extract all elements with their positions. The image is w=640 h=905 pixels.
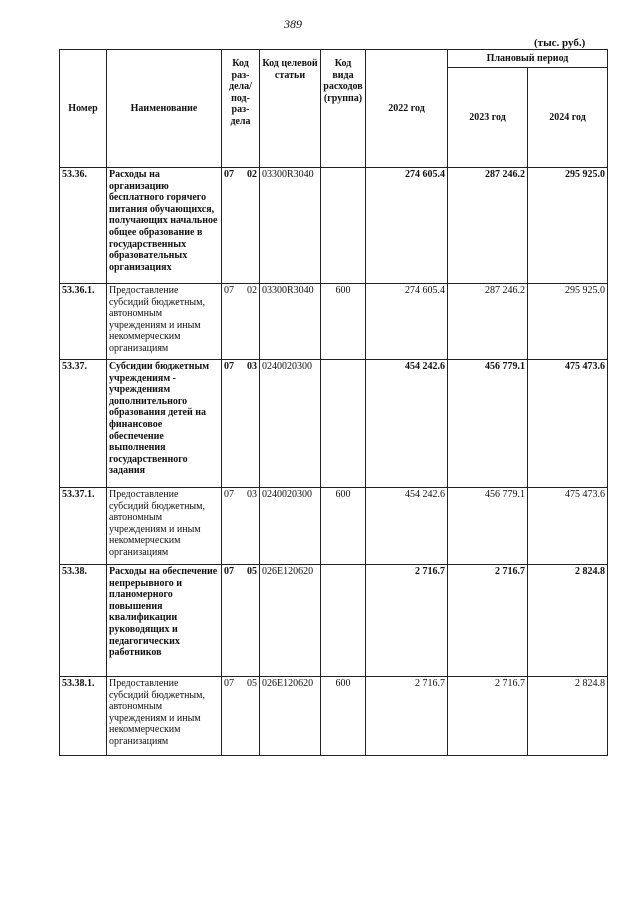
header-year-2024: 2024 год <box>528 68 608 168</box>
row-section-code <box>222 168 260 284</box>
row-number: 53.36. <box>60 168 107 284</box>
row-amount-2023: 2 716.7 <box>448 565 528 677</box>
row-number: 53.38. <box>60 565 107 677</box>
row-target-code: 026E120620 <box>260 565 321 677</box>
row-target-code: 0240020300 <box>260 360 321 488</box>
row-subsection: 02 <box>247 169 257 180</box>
header-target-code: Код целевой статьи <box>260 50 321 168</box>
table-row <box>60 360 608 488</box>
row-subsection: 03 <box>247 361 257 372</box>
row-expense-type <box>321 565 366 677</box>
row-section-code <box>222 565 260 677</box>
row-target-code: 026E120620 <box>260 677 321 756</box>
row-number: 53.38.1. <box>60 677 107 756</box>
row-amount-2024: 2 824.8 <box>528 565 608 677</box>
row-amount-2024: 295 925.0 <box>528 284 608 360</box>
table-row <box>60 284 608 360</box>
header-year-2023: 2023 год <box>448 68 528 168</box>
row-expense-type: 600 <box>321 284 366 360</box>
row-section: 07 <box>224 285 234 296</box>
row-amount-2022: 2 716.7 <box>366 677 448 756</box>
row-amount-2023: 2 716.7 <box>448 677 528 756</box>
header-expense-type-code: Код вида расходов (группа) <box>321 50 366 168</box>
row-expense-type <box>321 360 366 488</box>
row-section: 07 <box>224 489 234 500</box>
row-subsection: 02 <box>247 285 257 296</box>
units-label: (тыс. руб.) <box>534 37 586 49</box>
row-name: Предоставление субсидий бюджетным, автономным учреждениям и иным некоммерческим организациям <box>107 488 222 565</box>
row-amount-2024: 475 473.6 <box>528 360 608 488</box>
table-row <box>60 488 608 565</box>
header-year-2022: 2022 год <box>366 50 448 168</box>
row-section-code <box>222 360 260 488</box>
table-row <box>60 565 608 677</box>
row-subsection: 05 <box>247 678 257 689</box>
header-section-code: Код раз-дела/ под-раз-дела <box>222 50 260 168</box>
row-amount-2024: 2 824.8 <box>528 677 608 756</box>
row-target-code: 03300R3040 <box>260 168 321 284</box>
budget-table <box>59 49 608 756</box>
table-row <box>60 168 608 284</box>
row-number: 53.37. <box>60 360 107 488</box>
row-expense-type: 600 <box>321 488 366 565</box>
row-section: 07 <box>224 169 234 180</box>
row-amount-2022: 274 605.4 <box>366 284 448 360</box>
row-section: 07 <box>224 678 234 689</box>
row-section-code <box>222 284 260 360</box>
row-name: Расходы на организацию бесплатного горячего питания обучающихся, получающих начальное общее образование в государственных образовательных организациях <box>107 168 222 284</box>
table-row <box>60 677 608 756</box>
row-section-code <box>222 677 260 756</box>
row-amount-2022: 454 242.6 <box>366 360 448 488</box>
row-amount-2023: 287 246.2 <box>448 168 528 284</box>
page-number: 389 <box>284 17 302 31</box>
row-subsection: 05 <box>247 566 257 577</box>
row-amount-2022: 274 605.4 <box>366 168 448 284</box>
row-expense-type <box>321 168 366 284</box>
row-amount-2023: 287 246.2 <box>448 284 528 360</box>
row-target-code: 03300R3040 <box>260 284 321 360</box>
row-number: 53.37.1. <box>60 488 107 565</box>
row-number: 53.36.1. <box>60 284 107 360</box>
row-subsection: 03 <box>247 489 257 500</box>
row-expense-type: 600 <box>321 677 366 756</box>
row-section: 07 <box>224 361 234 372</box>
header-number: Номер <box>60 50 107 168</box>
row-amount-2024: 475 473.6 <box>528 488 608 565</box>
row-target-code: 0240020300 <box>260 488 321 565</box>
row-amount-2023: 456 779.1 <box>448 360 528 488</box>
row-section-code <box>222 488 260 565</box>
row-amount-2023: 456 779.1 <box>448 488 528 565</box>
row-amount-2022: 2 716.7 <box>366 565 448 677</box>
row-amount-2024: 295 925.0 <box>528 168 608 284</box>
row-name: Расходы на обеспечение непрерывного и планомерного повышения квалификации руководящих и педагогических работников <box>107 565 222 677</box>
row-section: 07 <box>224 566 234 577</box>
row-name: Предоставление субсидий бюджетным, автономным учреждениям и иным некоммерческим организациям <box>107 284 222 360</box>
header-name: Наименование <box>107 50 222 168</box>
row-amount-2022: 454 242.6 <box>366 488 448 565</box>
row-name: Субсидии бюджетным учреждениям - учреждениям дополнительного образования детей на финансовое обеспечение выполнения государственного задания <box>107 360 222 488</box>
row-name: Предоставление субсидий бюджетным, автономным учреждениям и иным некоммерческим организациям <box>107 677 222 756</box>
header-planned-period: Плановый период <box>448 50 608 68</box>
